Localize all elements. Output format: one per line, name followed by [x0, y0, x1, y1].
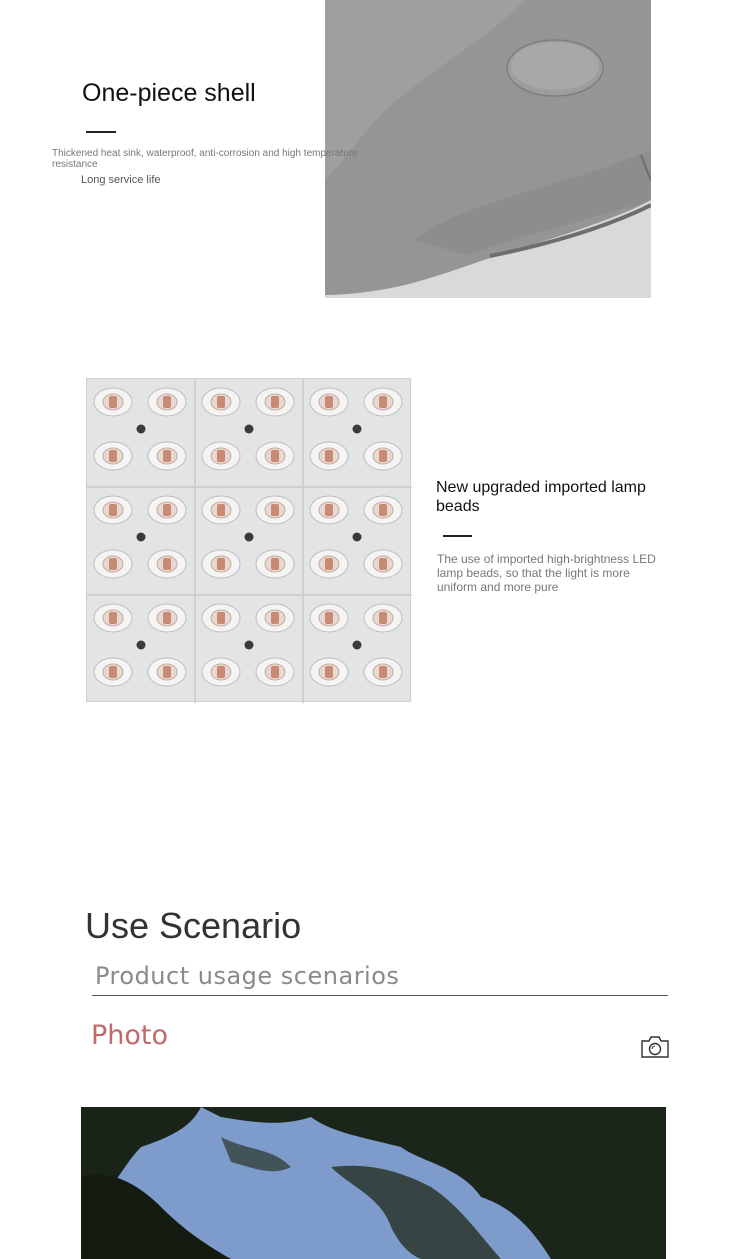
led-bead	[202, 658, 240, 686]
led-bead	[364, 442, 402, 470]
camera-icon	[640, 1035, 670, 1059]
led-bead	[94, 658, 132, 686]
screw-hole	[353, 425, 362, 434]
led-bead	[310, 496, 348, 524]
beads-title: New upgraded imported lamp beads	[436, 479, 646, 515]
screw-hole	[137, 425, 146, 434]
led-bead	[202, 388, 240, 416]
screw-hole	[137, 641, 146, 650]
led-bead	[364, 658, 402, 686]
screw-hole	[353, 641, 362, 650]
screw-hole	[245, 533, 254, 542]
beads-divider	[443, 535, 472, 537]
shell-divider	[86, 131, 116, 133]
led-bead	[256, 604, 294, 632]
scenario-title: Use Scenario	[85, 905, 302, 946]
led-beads-image	[86, 378, 411, 702]
led-bead	[256, 442, 294, 470]
led-bead	[256, 550, 294, 578]
led-bead	[364, 604, 402, 632]
led-bead	[148, 604, 186, 632]
photo-label: Photo	[91, 1020, 169, 1051]
shell-subtitle: Long service life	[81, 174, 161, 186]
led-bead	[94, 550, 132, 578]
led-bead	[148, 658, 186, 686]
led-bead	[364, 388, 402, 416]
led-bead	[94, 442, 132, 470]
led-bead	[202, 550, 240, 578]
led-bead	[148, 442, 186, 470]
led-bead	[364, 550, 402, 578]
screw-hole	[353, 533, 362, 542]
scenario-divider	[92, 995, 668, 996]
led-bead	[310, 658, 348, 686]
beads-description: The use of imported high-brightness LED lamp beads, so that the light is more uniform and more pure	[437, 552, 656, 594]
led-bead	[256, 388, 294, 416]
led-bead	[94, 604, 132, 632]
led-bead	[148, 388, 186, 416]
led-bead	[364, 496, 402, 524]
led-bead	[202, 496, 240, 524]
led-bead	[94, 388, 132, 416]
led-bead	[148, 550, 186, 578]
led-bead	[256, 658, 294, 686]
led-bead	[202, 442, 240, 470]
screw-hole	[245, 641, 254, 650]
led-bead	[148, 496, 186, 524]
screw-hole	[245, 425, 254, 434]
shell-title: One-piece shell	[82, 79, 256, 107]
led-bead	[202, 604, 240, 632]
led-bead	[310, 442, 348, 470]
led-bead	[256, 496, 294, 524]
shell-description: Thickened heat sink, waterproof, anti-corrosion and high temperature resistance	[52, 148, 358, 170]
led-bead	[310, 388, 348, 416]
led-bead	[94, 496, 132, 524]
screw-hole	[137, 533, 146, 542]
scenario-subtitle: Product usage scenarios	[95, 962, 400, 990]
usage-scene-photo	[81, 1107, 666, 1259]
led-bead	[310, 550, 348, 578]
led-bead	[310, 604, 348, 632]
